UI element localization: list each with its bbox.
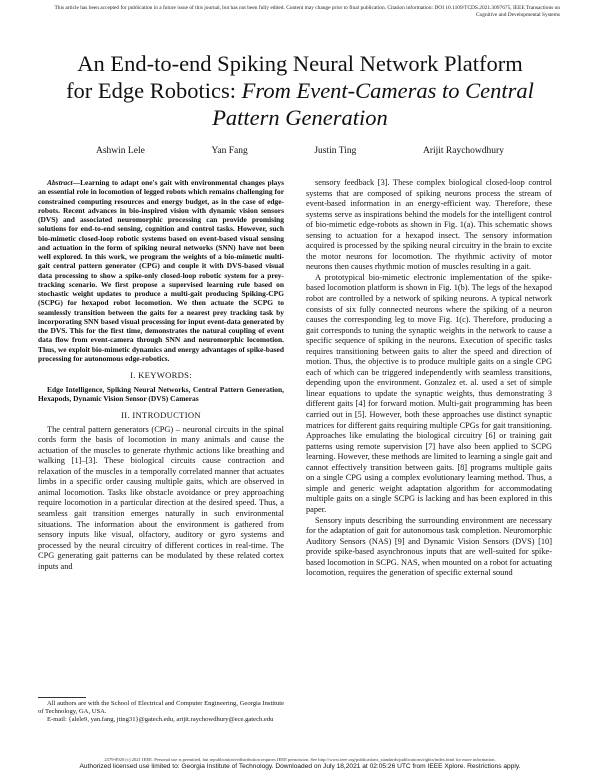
abstract-label: Abstract <box>47 178 73 187</box>
intro-paragraph-left: The central pattern generators (CPG) – neuronal circuits in the spinal cords form the basis of locomotion in many animals and cause the actuation of the muscles to generate rhythmic actions like breathing and walking [1]–[3]. These biological circuits cause contraction and relaxation of the muscles in a temporally correlated manner that actuates limbs in a specific order causing multiple gaits, which are observed in animal locomotion. Tasks like obstacle avoidance or prey approaching require locomotion in a particular direction at the desired speed. Thus, a seamless gait transition emerges naturally in such environmental situations. The information about the environment is gathered from sensory inputs like visual, olfactory, auditory or gyro systems and processed by the neural circuitry of different cortices in real-time. The CPG generating gait patterns can be modulated by these related cortex inputs and <box>38 424 284 571</box>
keywords-text: Edge Intelligence, Spiking Neural Networks, Central Pattern Generation, Hexapods, Dynamic Vision Sensor (DVS) Cameras <box>38 384 284 403</box>
footnote-divider <box>38 697 86 698</box>
introduction-heading: II. INTRODUCTION <box>121 410 201 421</box>
author-2: Yan Fang <box>211 146 248 156</box>
abstract-text: —Learning to adapt one's gait with environmental changes plays an essential role in locomotion of legged robots which remains challenging for constrained computing resources and energy budget, as in the case of edge-robots. Recent advances in bio-inspired vision with dynamic vision sensors (DVS) and associated neuromorphic processing can provide promising solutions for end-to-end sensing, cognition and control tasks. However, such bio-mimetic closed-loop robotic systems based on event-based visual sensing and actuation in the form of spiking neural networks (SNN) have not been well explored. In this work, we program the weights of a bio-mimetic multi-gait central pattern generator (CPG) and couple it with DVS-based visual data processing to show a spike-only closed-loop robotic system for a prey-tracking scenario. We first propose a supervised learning rule based on stochastic weight updates to produce a multi-gait producing Spiking-CPG (SCPG) for hexapod robot locomotion. We then actuate the SCPG to seamlessly transition between the gaits for a nearest prey tracking task by incorporating SNN based visual processing for input event-data generated by the DVS. This for the first time, demonstrates the natural coupling of event data flow from event-camera through SNN and neuromorphic locomotion. Thus, we exploit bio-mimetic dynamics and energy advantages of spike-based processing for autonomous edge-robotics. <box>38 178 284 363</box>
download-notice: Authorized licensed use limited to: Georgia Institute of Technology. Downloaded on July 18,2021 at 02:05:26 UTC from IEEE Xplore. Restrictions apply. <box>79 763 521 770</box>
footnote <box>38 700 284 724</box>
author-1: Ashwin Lele <box>96 146 145 156</box>
copyright-notice: 2379-8920 (c) 2021 IEEE. Personal use is permitted, but republication/redistribution requires IEEE permission. See http://www.ieee.org/publications_standards/publications/rights/index.html for more information. <box>104 757 496 762</box>
intro-paragraph-right-2: A prototypical bio-mimetic electronic implementation of the spike-based locomotion platform is shown in Fig. 1(b). The legs of the hexapod robot are controlled by a network of spiking neurons. A typical network consists of six fully connected neurons where the spiking of a neuron causes the corresponding leg to move Fig. 1(c). Therefore, producing a gait corresponds to tuning the synaptic weights in the network to cause a specific sequence of spiking in the neurons. Execution of specific tasks requires transitioning between gaits to alter the speed and direction of motion. Thus, the objective is to produce multiple gaits on a single CPG each of which can be triggered independently with seamless transitions, depending upon the environment. Gonzalez et. al. used a set of simple linear equations to update the synaptic weights, thus demonstrating 3 different gaits [4] for forward motion. Multi-gait programming has been carried out in [5]. However, both these approaches use distinct synaptic matrices for different gaits requiring multiple CPGs for gait transitioning. Approaches like emulating the biological circuitry [6] or training gait patterns using remote supervision [7] have also been applied to SCPG learning. However, these methods are limited to learning a single gait and cannot effectively transition between gaits. [8] programs multiple gaits on a single CPG using a complex evolutionary learning method. Thus, a simple and generic weight adaptation algorithm for accommodating multiple gaits on a single SCPG is lacking and has been explored in this paper. <box>306 272 552 514</box>
intro-paragraph-right-1: sensory feedback [3]. These complex biological closed-loop control systems that are composed of spiking neurons process the stream of event-based information in an energy-efficient way. Therefore, these systems serve as inspirations behind the models for the intelligent control of bio-mimetic edge-robots as shown in Fig. 1(a). This schematic shows sensing to actuation for a hexapod insect. The sensory information acquired is processed by the spiking neural circuitry in the brain to excite the motor neurons for locomotion. The rhythmic activity of motor neurons then causes rhythmic motion of muscles resulting in a gait. <box>306 178 552 272</box>
author-3: Justin Ting <box>314 146 357 156</box>
title-line-1: An End-to-end Spiking Neural Network Platform <box>77 51 523 76</box>
keywords-heading: I. KEYWORDS: <box>130 370 192 380</box>
right-column <box>306 178 552 579</box>
abstract <box>38 178 284 363</box>
intro-paragraph-right-3: Sensory inputs describing the surrounding environment are necessary for the adaptation of gait for autonomous task completion. Neuromorphic Auditory Sensors (NAS) [9] and Dynamic Vision Sensors (DVS) [10] provide spike-based asynchronous inputs that are well-suited for spike-based locomotion in SCPG. NAS, when mounted on a robot for actuating locomotion, requires the generation of specific external sound <box>306 515 552 578</box>
paper-title <box>40 50 560 131</box>
title-line-3 <box>40 104 560 131</box>
title-line-2 <box>40 77 560 104</box>
author-4: Arijit Raychowdhury <box>422 146 504 156</box>
title-line-2-italic: From Event-Cameras to Central <box>241 78 534 103</box>
left-column <box>38 178 284 572</box>
journal-header-notice: This article has been accepted for publication in a future issue of this journal, but has not been fully edited. Content may change prior to final publication. Citation information: DOI 10.1109/TCDS.2021.3097675, IEEE Transactions on Cognitive and Developmental Systems <box>54 5 560 18</box>
title-line-2-plain: for Edge Robotics: <box>66 78 242 103</box>
author-list <box>96 146 504 156</box>
footnote-affiliation: All authors are with the School of Electrical and Computer Engineering, Georgia Institute of Technology, GA, USA. <box>38 700 285 715</box>
title-line-3-italic: Pattern Generation <box>212 105 388 130</box>
footnote-email: E-mail: {alele9, yan.fang, jting31}@gatech.edu, arijit.raychowdhury@ece.gatech.edu <box>47 716 274 723</box>
